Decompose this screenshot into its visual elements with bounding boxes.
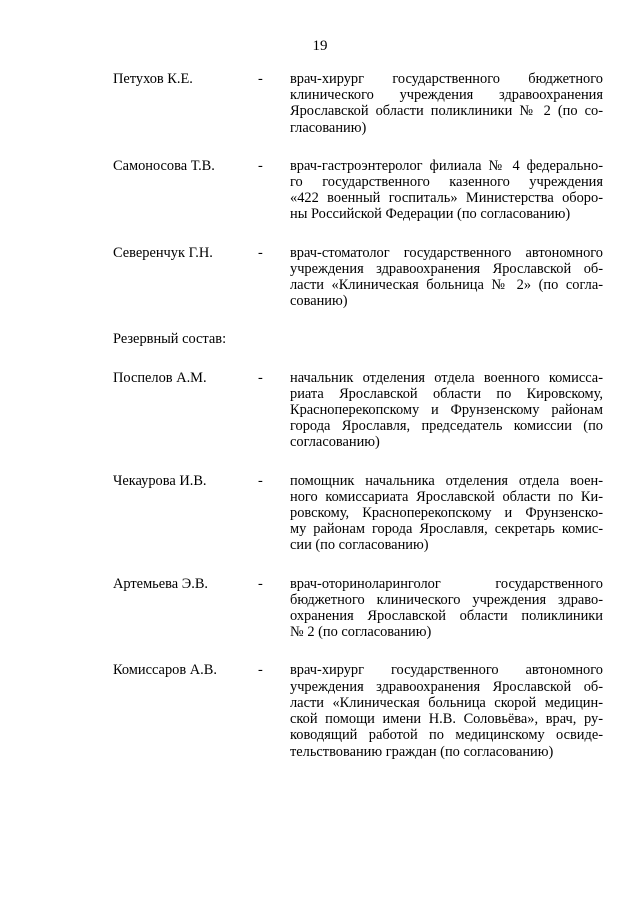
member-position <box>290 370 603 451</box>
position-line: врач-хирург государственного автономного <box>290 662 603 679</box>
member-entry <box>113 576 603 641</box>
member-entry <box>113 473 603 554</box>
page-number: 19 <box>312 38 328 54</box>
position-line: сии (по согласованию) <box>290 537 429 554</box>
position-line: «422 военный госпиталь» Министерства оборо- <box>290 190 603 207</box>
position-line: ласти «Клиническая больница № 2» (по согла- <box>290 277 603 294</box>
member-position <box>290 473 603 554</box>
position-line: врач-хирург государственного бюджетного <box>290 71 603 87</box>
position-line: № 2 (по согласованию) <box>290 624 432 641</box>
dash-separator: - <box>258 662 263 679</box>
position-line: Красноперекопскому и Фрунзенскому районам <box>290 402 603 419</box>
position-line: ской помощи имени Н.В. Соловьёва», врач, ру- <box>290 711 603 728</box>
member-name: Северенчук Г.Н. <box>113 244 213 261</box>
member-name: Чекаурова И.В. <box>113 472 207 489</box>
member-entry <box>113 370 603 451</box>
main-members-list <box>113 71 603 309</box>
dash-separator: - <box>258 575 263 592</box>
position-line: охранения Ярославской области поликлиники <box>290 608 603 625</box>
position-line: ласти «Клиническая больница скорой медицин- <box>290 694 603 711</box>
member-name: Комиссаров А.В. <box>113 662 217 679</box>
member-name: Поспелов А.М. <box>113 369 207 386</box>
member-name: Самоносова Т.В. <box>113 157 215 174</box>
position-line: врач-оториноларинголог государственного <box>290 575 603 592</box>
member-position <box>290 158 603 223</box>
position-line: начальник отделения отдела военного комисса- <box>290 369 603 386</box>
member-position <box>290 576 603 641</box>
position-line: ровскому, Красноперекопскому и Фрунзенско- <box>290 505 603 522</box>
position-line: риата Ярославской области по Кировскому, <box>290 385 603 402</box>
position-line: согласованию) <box>290 434 380 451</box>
dash-separator: - <box>258 71 263 87</box>
position-line: ны Российской Федерации (по согласованию) <box>290 206 571 223</box>
position-line: учреждения здравоохранения Ярославской об- <box>290 678 603 695</box>
position-line: Ярославской области поликлиники № 2 (по со- <box>290 103 603 120</box>
position-line: сованию) <box>290 293 348 310</box>
dash-separator: - <box>258 157 263 174</box>
member-entry <box>113 245 603 310</box>
member-position <box>290 71 603 136</box>
dash-separator: - <box>258 369 263 386</box>
position-line: города Ярославля, председатель комиссии (по <box>290 418 603 435</box>
position-line: помощник начальника отделения отдела воен- <box>290 472 603 489</box>
member-entry <box>113 662 603 759</box>
position-line: клинического учреждения здравоохранения <box>290 87 603 104</box>
position-line: ного комиссариата Ярославской области по Ки- <box>290 488 603 505</box>
position-line: му районам города Ярославля, секретарь комис- <box>290 521 603 538</box>
commission-list <box>113 71 603 782</box>
position-line: ководящий работой по медицинскому освиде- <box>290 727 603 744</box>
member-position <box>290 245 603 310</box>
member-position <box>290 662 603 759</box>
member-entry <box>113 158 603 223</box>
position-line: врач-стоматолог государственного автономного <box>290 244 603 261</box>
position-line: тельствованию граждан (по согласованию) <box>290 743 554 760</box>
reserve-heading: Резервный состав: <box>113 331 227 348</box>
position-line: го государственного казенного учреждения <box>290 174 603 191</box>
position-line: бюджетного клинического учреждения здраво- <box>290 591 603 608</box>
reserve-members-list <box>113 370 603 760</box>
dash-separator: - <box>258 244 263 261</box>
member-name: Петухов К.Е. <box>113 71 193 87</box>
position-line: врач-гастроэнтеролог филиала № 4 федерально- <box>290 157 603 174</box>
member-name: Артемьева Э.В. <box>113 575 209 592</box>
member-entry <box>113 71 603 136</box>
dash-separator: - <box>258 472 263 489</box>
position-line: учреждения здравоохранения Ярославской об- <box>290 260 603 277</box>
position-line: гласованию) <box>290 119 367 136</box>
